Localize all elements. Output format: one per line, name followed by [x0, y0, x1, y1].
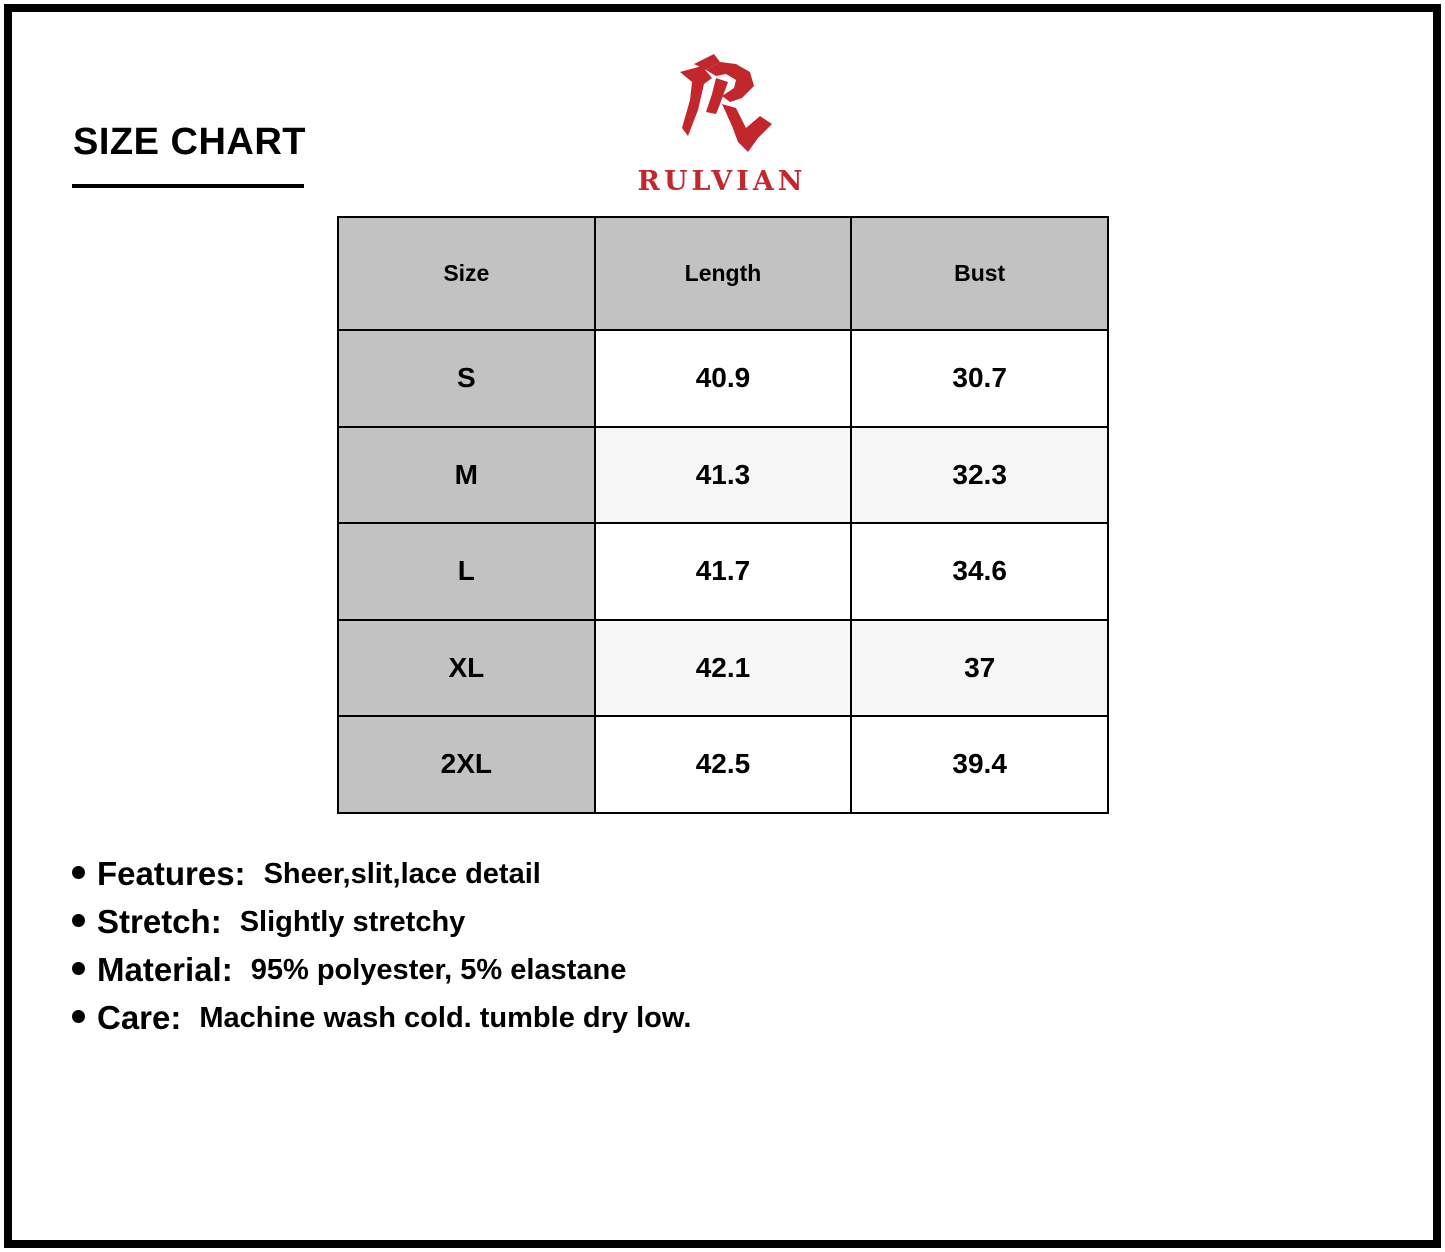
size-cell: XL: [338, 620, 595, 717]
spec-value: Machine wash cold. tumble dry low.: [199, 1001, 692, 1034]
spec-item-features: [72, 850, 691, 898]
length-cell: 41.7: [595, 523, 852, 620]
column-header-bust: Bust: [851, 217, 1108, 330]
bullet-icon: [72, 866, 85, 879]
spec-item-stretch: [72, 898, 691, 946]
table-row: [338, 427, 1108, 524]
spec-label: Features:: [97, 855, 246, 892]
spec-value: 95% polyester, 5% elastane: [250, 953, 627, 986]
length-cell: 41.3: [595, 427, 852, 524]
bullet-icon: [72, 962, 85, 975]
table-header-row: [338, 217, 1108, 330]
page-title: SIZE CHART: [73, 121, 306, 163]
stylized-r-logo-icon: [676, 52, 776, 162]
length-cell: 40.9: [595, 330, 852, 427]
column-header-length: Length: [595, 217, 852, 330]
bullet-icon: [72, 1010, 85, 1023]
length-cell: 42.1: [595, 620, 852, 717]
title-underline: [72, 184, 304, 188]
bullet-icon: [72, 914, 85, 927]
bust-cell: 39.4: [851, 716, 1108, 813]
size-cell: S: [338, 330, 595, 427]
spec-label: Material:: [97, 951, 233, 988]
bust-cell: 34.6: [851, 523, 1108, 620]
spec-value: Slightly stretchy: [239, 905, 466, 938]
column-header-size: Size: [338, 217, 595, 330]
size-cell: M: [338, 427, 595, 524]
table-row: [338, 330, 1108, 427]
spec-item-care: [72, 994, 691, 1042]
size-cell: L: [338, 523, 595, 620]
table-row: [338, 716, 1108, 813]
length-cell: 42.5: [595, 716, 852, 813]
table-row: [338, 523, 1108, 620]
product-specs-list: [72, 850, 691, 1042]
bust-cell: 30.7: [851, 330, 1108, 427]
size-table: [337, 216, 1109, 814]
spec-label: Care:: [97, 999, 182, 1036]
bust-cell: 37: [851, 620, 1108, 717]
spec-value: Sheer,slit,lace detail: [263, 857, 541, 890]
table-row: [338, 620, 1108, 717]
brand-name: RULVIAN: [637, 166, 807, 197]
bust-cell: 32.3: [851, 427, 1108, 524]
spec-label: Stretch:: [97, 903, 222, 940]
size-cell: 2XL: [338, 716, 595, 813]
spec-item-material: [72, 946, 691, 994]
